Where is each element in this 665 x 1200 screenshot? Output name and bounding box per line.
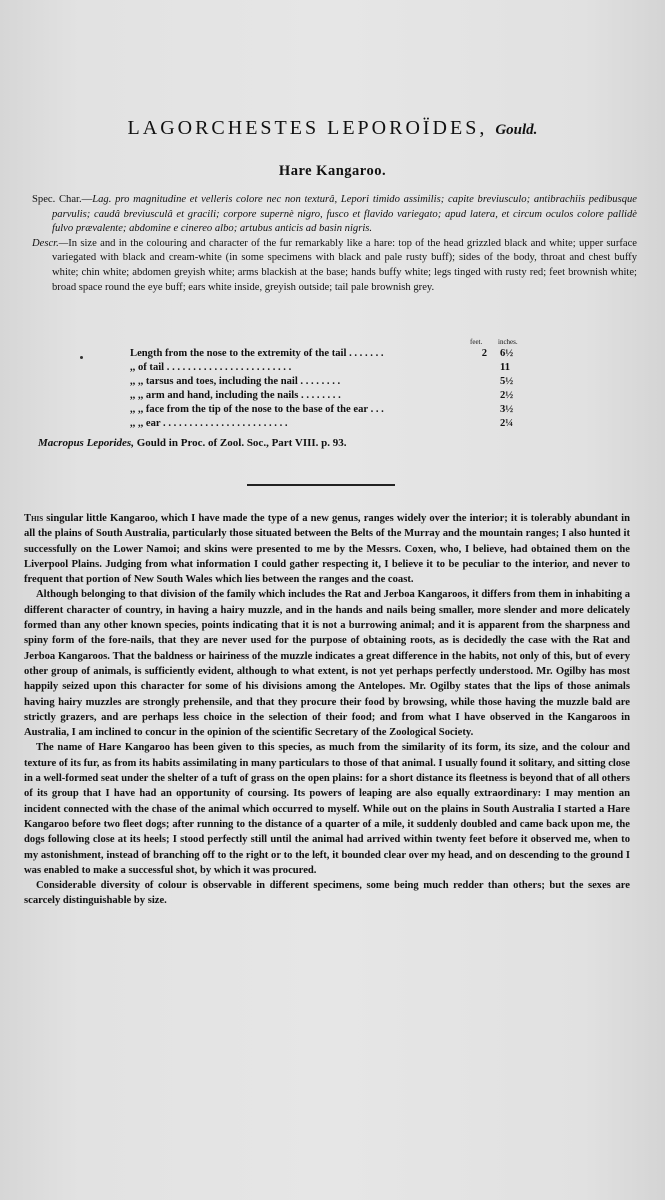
measurement-row bbox=[130, 404, 550, 418]
measurement-inches: 5½ bbox=[500, 376, 514, 387]
body-paragraph: Considerable diversity of colour is observable in different specimens, some being much redder than others; but the sexes are scarcely distinguishable by size. bbox=[24, 880, 630, 907]
description-label: Descr.— bbox=[32, 237, 69, 249]
measurement-label: ,, ,, ear . . . . . . . . . . . . . . . . . . . . . . . . bbox=[130, 418, 288, 429]
body-paragraph bbox=[24, 511, 630, 587]
measurement-inches: 2¼ bbox=[500, 418, 514, 429]
measurement-label: Length from the nose to the extremity of the tail . . . . . . . bbox=[130, 348, 384, 359]
synonym-citation: Gould in Proc. of Zool. Soc., Part VIII. p. 93. bbox=[136, 437, 347, 449]
measurement-row bbox=[130, 362, 550, 376]
spec-char-paragraph bbox=[32, 193, 637, 237]
synonym-name: Macropus Leporides, bbox=[38, 437, 134, 449]
measurement-label: ,, ,, arm and hand, including the nails . . . . . . . . bbox=[130, 390, 341, 401]
body-paragraph: Although belonging to that division of the family which includes the Rat and Jerboa Kangaroos, it differs from them in inhabiting a different character of country, in having a hairy muzzle, and in the hands and nails being smaller, more slender and more delicately formed than any other known species, points indicating that it is not a burrowing animal; and it is apparent from the sharpness and spiny form of the fore-nails, that they are never used for the purpose of obtaining roots, as is decidedly the case with the Rat and Jerboa Kangaroos. That the baldness or hairiness of the muzzle indicates a great difference in the habits, not only of this, but of every other group of animals, is sufficiently evident, although to what extent, is not yet perhaps perfectly understood. Mr. Ogilby has most happily seized upon this character for some of his divisions among the Antelopes. Mr. Ogilby states that the lips of those animals having hairy muzzles are strongly prehensile, and that they procure their food by browsing, while those having the muzzle bald are strictly grazers, and are perhaps less choice in the selection of their food; and from what I have observed in the Kangaroos in Australia, I am inclined to concur in the opinion of the scientific Secretary of the Zoological Society. bbox=[24, 589, 630, 739]
body-text bbox=[24, 511, 630, 909]
paragraph-lead: This bbox=[24, 513, 44, 524]
feet-header: feet. bbox=[470, 338, 483, 346]
measurement-row bbox=[130, 418, 550, 432]
species-name: LAGORCHESTES LEPOROÏDES, bbox=[127, 117, 488, 139]
measurement-row bbox=[130, 348, 550, 362]
section-divider bbox=[247, 484, 395, 486]
measurement-inches: 2½ bbox=[500, 390, 514, 401]
measurement-feet: 2 bbox=[481, 348, 487, 359]
species-characters bbox=[32, 193, 637, 295]
species-title bbox=[0, 117, 665, 140]
body-paragraph: The name of Hare Kangaroo has been given to this species, as much from the similarity of its form, its size, and the colour and texture of its fur, as from its habits assimilating in many particulars to those of that animal. I usually found it solitary, and sitting close in a well-formed seat under the shelter of a tuft of grass on the open plains: for a short distance its fleetness is beyond that of all others of its group that I have had an opportunity of coursing. Its powers of leaping are also equally extraordinary: I may mention an incident connected with the chase of the animal which occurred to myself. While out on the plains in South Australia I started a Hare Kangaroo before two fleet dogs; after running to the distance of a quarter of a mile, it suddenly doubled and came back upon me, the dogs following close at its heels; I stood perfectly still until the animal had arrived within twenty feet before it observed me, when to my astonishment, instead of branching off to the right or to the left, it bounded clear over my head, and on descending to the ground I was enabled to make a successful shot, by which it was procured. bbox=[24, 742, 630, 876]
synonym-reference bbox=[38, 437, 347, 449]
spec-char-label: Spec. Char.— bbox=[32, 194, 93, 205]
measurement-label: ,, of tail . . . . . . . . . . . . . . . . . . . . . . . . bbox=[130, 362, 292, 373]
species-authority: Gould. bbox=[495, 122, 538, 138]
measurement-inches: 3½ bbox=[500, 404, 514, 415]
paragraph-text: singular little Kangaroo, which I have made the type of a new genus, ranges widely over the interior; it is tolerably abundant in all the plains of South Australia, particularly those situated between the Belts of the Murray and the mountain ranges; I also hunted it successfully on the Lower Namoi; and skins were presented to me by the Messrs. Coxen, who, I believe, had obtained them on the Liverpool Plains. Judging from what information I could gather respecting it, I believe it to be peculiar to the interior, and never to frequent that portion of New South Wales which lies between the ranges and the coast. bbox=[24, 513, 630, 586]
measurement-inches: 11 bbox=[500, 362, 511, 373]
description-paragraph bbox=[32, 237, 637, 295]
page-speck bbox=[80, 356, 83, 359]
measurement-label: ,, ,, tarsus and toes, including the nail . . . . . . . . bbox=[130, 376, 341, 387]
measurement-row bbox=[130, 376, 550, 390]
measurement-label: ,, ,, face from the tip of the nose to the base of the ear . . . bbox=[130, 404, 384, 415]
measurement-row bbox=[130, 390, 550, 404]
spec-char-text: Lag. pro magnitudine et velleris colore nec non texturâ, Lepori timido assimilis; capite breviusculo; antibrachiis pedibusque parvulis; caudâ breviusculâ et gracili; corpore supernè nigro, fusco et flavido variegato; apud latera, et circum oculos colore pallidè fulvo prævalente; abdomine e cinereo albo; artubus anticis ad basin nigris. bbox=[52, 194, 637, 235]
inches-header: inches. bbox=[498, 338, 518, 346]
common-name: Hare Kangaroo. bbox=[278, 163, 387, 179]
measurement-inches: 6½ bbox=[500, 348, 514, 359]
description-text: In size and in the colouring and character of the fur remarkably like a hare: top of the head grizzled black and white; upper surface variegated with black and cream-white (in some specimens with black and pale rusty buff); sides of the body, throat and chest buffy white; chin white; abdomen greyish white; arms blackish at the base; hands buffy white; legs tinged with rusty red; feet brownish white; broad space round the eye buff; ears white inside, greyish outside; tail pale brownish grey. bbox=[52, 237, 637, 293]
